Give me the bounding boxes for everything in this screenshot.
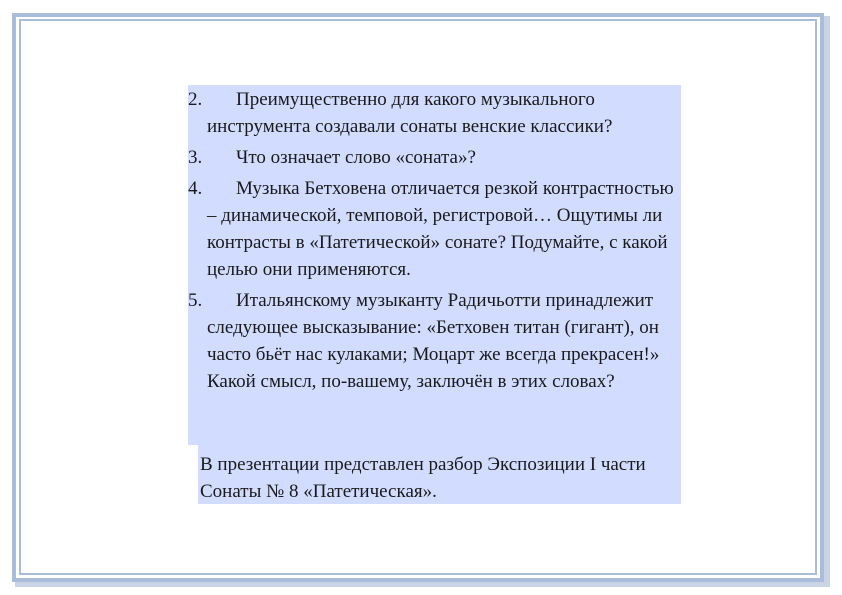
presentation-note: В презентации представлен разбор Экспозиции I части Сонаты № 8 «Патетическая». <box>198 445 681 504</box>
question-text: Итальянскому музыканту Радичьотти принадлежит следующее высказывание: «Бетховен титан (гигант), он часто бьёт нас кулаками; Моцарт же всегда прекрасен!» Какой смысл, по-вашему, заключён в этих словах? <box>207 290 660 392</box>
list-item <box>188 144 681 171</box>
list-number: 2. <box>188 89 203 110</box>
list-item <box>188 287 681 395</box>
list-number: 3. <box>188 147 203 168</box>
list-item <box>188 86 681 140</box>
list-number: 4. <box>188 178 203 199</box>
question-text: Преимущественно для какого музыкального инструмента создавали сонаты венские классики? <box>207 89 613 137</box>
list-item <box>188 175 681 283</box>
frame-shadow <box>824 16 830 585</box>
question-list <box>188 85 681 445</box>
frame-shadow <box>15 582 830 587</box>
slide-content <box>188 85 681 504</box>
question-text: Музыка Бетховена отличается резкой контрастностью – динамической, темповой, регистровой… Ощутимы ли контрасты в «Патетической» сонате? Подумайте, с какой целью они применяются. <box>207 178 674 280</box>
question-text: Что означает слово «соната»? <box>236 147 476 168</box>
list-number: 5. <box>188 290 203 311</box>
